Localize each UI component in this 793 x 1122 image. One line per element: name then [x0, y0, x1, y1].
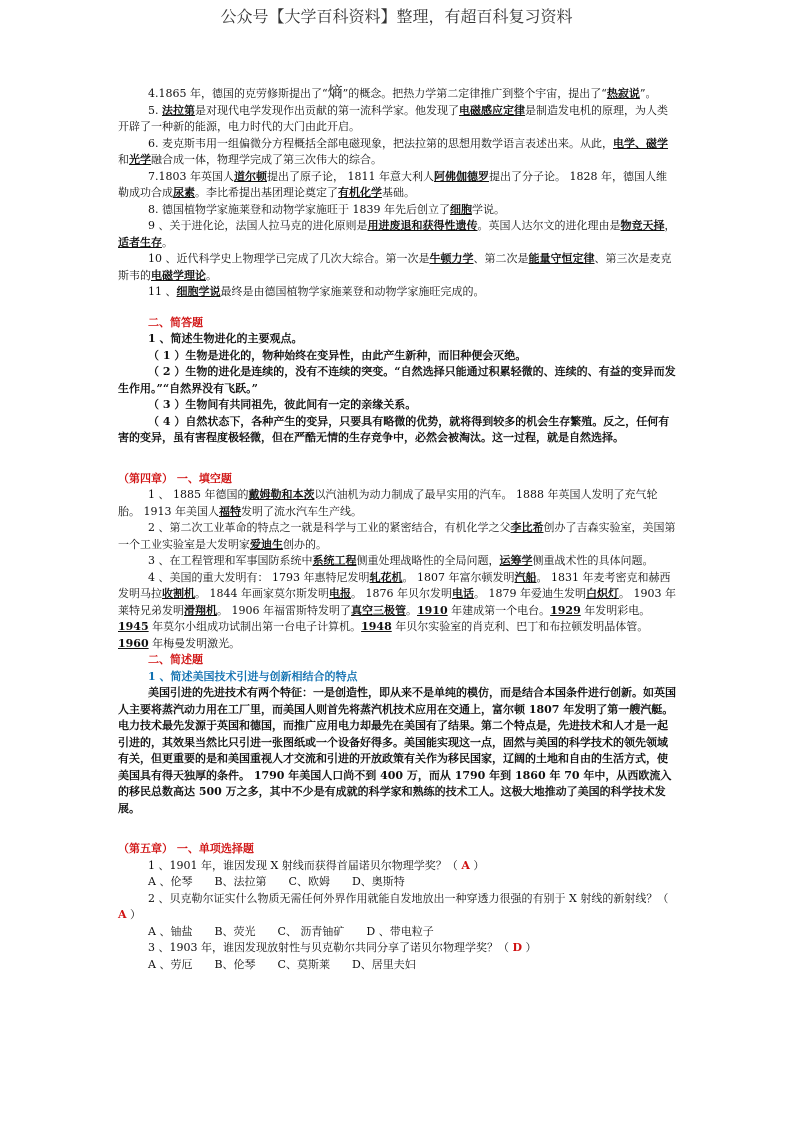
ch4-fill-5: 1945 年莫尔小组成功试制出第一台电子计算机。1948 年贝尔实验室的肖克利、巴丁和布拉顿发明晶体管。 [118, 620, 649, 633]
fill-item-4: 4.1865 年，德国的克劳修斯提出了“熵”的概念。把热力学第二定律推广到整个宇宙，提出了“热寂说”。 [148, 83, 657, 101]
choice-options-3: A 、劳厄 B、伦琴 C、莫斯莱 D、居里夫妇 [148, 957, 416, 971]
ch4-fill-3: 3 、在工程管理和军事国防系统中系统工程侧重处理战略性的全局问题，运筹学侧重战术性的具体问题。 [148, 554, 654, 567]
fill-item-5: 5. 法拉第是对现代电学发现作出贡献的第一流科学家。他发现了电磁感应定律是制造发电机的原理，为人类开辟了一种新的能源，电力时代的大门由此开启。 [118, 103, 668, 133]
fill-item-9: 9 、关于进化论，法国人拉马克的进化原则是用进废退和获得性遗传。英国人达尔文的进化理由是物竞天择， 适者生存。 [118, 219, 676, 249]
ch4-fill-4: 4 、美国的重大发明有： 1793 年惠特尼发明轧花机。 1807 年富尔顿发明汽船。 1831 年麦考密克和赫西发明马拉收割机。 1844 年画家莫尔斯发明电报。 1876 年贝尔发明电话。 1879 年爱迪生发明白炽灯。 1903 年莱特兄弟发明滑翔机。 1906 年福雷斯特发明了真空三极管。1910 年建成第一个电台。1929 年发明彩电。 [118, 570, 676, 617]
choice-options-2: A 、铀盐 B、荧光 C、 沥青铀矿 D 、带电粒子 [148, 924, 434, 938]
fill-item-7: 7.1803 年英国人道尔顿提出了原子论， 1811 年意大利人阿佛伽德罗提出了分子论。 1828 年，德国人维勒成功合成尿素。李比希提出基团理论奠定了有机化学基础。 [118, 169, 667, 199]
answer-point-3: （ 3 ）生物间有共同祖先，彼此间有一定的亲缘关系。 [148, 398, 417, 411]
chapter-4-heading: （第四章） 一、填空题 [118, 471, 232, 485]
ch4-fill-6: 1960 年梅曼发明激光。 [118, 636, 241, 650]
fill-item-6: 6. 麦克斯韦用一组偏微分方程概括全部电磁现象，把法拉第的思想用数学语言表述出来。从此，电学、磁学和光学融合成一体，物理学完成了第三次伟大的综合。 [118, 136, 668, 166]
section-heading-brief: 二、简述题 [148, 653, 203, 666]
choice-options-1: A 、伦琴 B、法拉第 C、欧姆 D、奥斯特 [148, 875, 405, 888]
chapter-5-heading: （第五章） 一、单项选择题 [118, 842, 254, 855]
fill-item-8: 8. 德国植物学家施莱登和动物学家施旺于 1839 年先后创立了细胞学说。 [148, 202, 505, 216]
ch4-fill-2: 2 、第二次工业革命的特点之一就是科学与工业的紧密结合，有机化学之父李比希创办了吉森实验室，美国第一个工业实验室是大发明家爱迪生创办的。 [118, 521, 676, 551]
question-heading: 1 、简述生物进化的主要观点。 [148, 332, 303, 345]
section-heading-short-answer: 二、简答题 [148, 315, 203, 329]
ch4-fill-1: 1 、 1885 年德国的戴姆勒和本茨以汽油机为动力制成了最早实用的汽车。 1888 年英国人发明了充气轮胎。 1913 年美国人福特发明了流水汽车生产线。 [118, 488, 658, 518]
answer-point-4: （ 4 ）自然状态下，各种产生的变异，只要具有略微的优势，就将得到较多的机会生存繁殖。反之，任何有害的变异，虽有害程度极轻微，但在严酷无情的生存竞争中，必然会被淘汰。这一过程，就是自然选择。 [118, 414, 670, 444]
choice-question-3: 3 、1903 年，谁因发现放射性与贝克勒尔共同分享了诺贝尔物理学奖？（ D ） [148, 941, 537, 954]
choice-question-1: 1 、1901 年，谁因发现 X 射线而获得首届诺贝尔物理学奖？（ A ） [148, 858, 485, 872]
choice-question-2: 2 、贝克勒尔证实什么物质无需任何外界作用就能自发地放出一种穿透力很强的有别于 X 射线的新射线？（ A ） [118, 891, 669, 921]
answer-point-1: （ 1 ）生物是进化的，物种始终在变异性，由此产生新种，而旧种便会灭绝。 [148, 348, 527, 362]
fill-item-10: 10 、近代科学史上物理学已完成了几次大综合。第一次是牛顿力学、第二次是能量守恒定律、第三次是麦克斯韦的电磁学理论。 [118, 252, 672, 282]
document-body [118, 84, 676, 973]
answer-point-2: （ 2 ）生物的进化是连续的，没有不连续的突变。“自然选择只能通过积累轻微的、连续的、有益的变异而发生作用。”“自然界没有飞跃。” [118, 365, 676, 395]
question-heading-2: 1 、简述美国技术引进与创新相结合的特点 [148, 669, 358, 683]
answer-paragraph: 美国引进的先进技术有两个特征：一是创造性，即从来不是单纯的模仿，而是结合本国条件进行创新。如英国人主要将蒸汽动力用在工厂里，而美国人则首先将蒸汽机技术应用在交通上，富尔顿 1807 年发明了第一艘汽艇。电力技术最先发源于英国和德国，而推广应用电力却最先在美国有了结果。第二个特点是，先进技术和人才是一起引进的，其效果当然比只引进一张图纸或一个设备好得多。美国能实现这一点，固然与美国的科学技术的领先领域有关，但更重要的是和美国重视人才交流和引进的开放政策有关作为移民国家，辽阔的土地和自由的生活方式，使美国具有得天独厚的条件。 1790 年美国人口尚不到 400 万，而从 1790 年到 1860 年 70 年中，从西欧流入的移民总数高达 500 万之多，其中不少是有成就的科学家和熟练的技术工人。这极大地推动了美国的科学技术发展。 [118, 686, 676, 815]
fill-item-11: 11 、细胞学说最终是由德国植物学家施莱登和动物学家施旺完成的。 [148, 285, 485, 298]
watermark-banner: 公众号【大学百科资料】整理，有超百科复习资料 [220, 7, 573, 26]
